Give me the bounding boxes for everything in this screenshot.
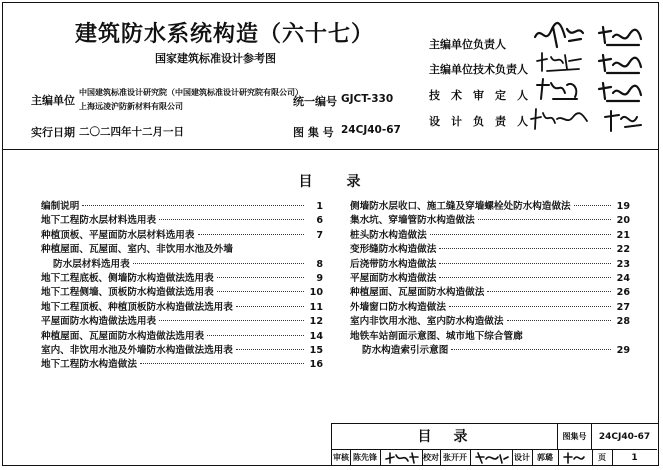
- title-block-atlas-value: 24CJ40-67: [592, 424, 657, 450]
- date-label: 实行日期: [31, 126, 75, 139]
- designer-signature: [562, 451, 588, 465]
- date-value: 二〇二四年十二月一日: [79, 126, 184, 138]
- toc-entry[interactable]: 种植屋面、瓦屋面、室内、非饮用水池及外墙: [41, 244, 233, 256]
- toc-entry[interactable]: 后浇带防水构造做法 23: [350, 258, 630, 270]
- editor-unit-label: 主编单位: [31, 94, 75, 107]
- toc-entry[interactable]: 地下工程侧墙、顶板防水构造做法选用表 10: [41, 287, 323, 299]
- signature-2b: [595, 51, 645, 77]
- toc-right-column: [350, 198, 630, 356]
- toc-entry[interactable]: 侧墙防水层收口、施工缝及穿墙螺栓处防水构造做法 19: [350, 201, 630, 212]
- title-block-atlas-label: 图集号: [558, 424, 592, 450]
- atlas-no-value: 24CJ40-67: [341, 124, 401, 136]
- role-design-lead: 设 计 负 责 人: [429, 115, 528, 128]
- toc-entry[interactable]: 平屋面防水构造做法 24: [350, 272, 630, 284]
- page-number: 1: [631, 453, 638, 463]
- role-tech-chief: 主编单位技术负责人: [429, 63, 528, 76]
- checker-name: 张开开: [443, 453, 467, 462]
- toc-entry[interactable]: 外墙窗口防水构造做法 27: [350, 301, 630, 313]
- toc-entry[interactable]: 室内、非饮用水池及外墙防水构造做法选用表 15: [41, 344, 323, 356]
- reviewer-signature: [384, 451, 420, 465]
- toc-entry[interactable]: 地下工程防水层材料选用表 6: [41, 215, 323, 227]
- editor-unit-line1: 中国建筑标准设计研究院（中国建筑标准设计研究院有限公司）: [79, 88, 303, 97]
- toc-title: 目 录: [298, 174, 363, 190]
- toc-entry[interactable]: 防水层材料选用表 8: [53, 258, 323, 270]
- toc-left-column: [41, 198, 323, 371]
- toc-entry[interactable]: 平屋面防水构造做法选用表 12: [41, 316, 323, 328]
- code-value: GJCT-330: [341, 93, 394, 105]
- editor-unit-line2: 上海远凌沪防新材料有限公司: [79, 102, 183, 111]
- atlas-no-label: 图 集 号: [293, 126, 334, 139]
- signature-3a: [533, 77, 583, 103]
- title-block: [331, 423, 658, 465]
- check-label: 校对: [423, 453, 439, 462]
- cover-header: [3, 3, 658, 150]
- signature-1a: [531, 19, 587, 49]
- toc-entry[interactable]: 地下工程底板、侧墙防水构造做法选用表 9: [41, 272, 323, 284]
- atlas-main-title: 建筑防水系统构造（六十七）: [75, 22, 375, 47]
- toc-entry[interactable]: 地下工程顶板、种植顶板防水构造做法选用表 11: [41, 301, 323, 313]
- code-label: 统一编号: [293, 95, 337, 108]
- role-tech-approver: 技 术 审 定 人: [429, 89, 528, 102]
- toc-entry[interactable]: 集水坑、穿墙管防水构造做法 20: [350, 215, 630, 227]
- signature-4b: [601, 107, 645, 135]
- signature-3b: [595, 79, 645, 105]
- toc-entry[interactable]: 桩头防水构造做法 21: [350, 229, 630, 241]
- designer-name: 郭璐: [537, 453, 553, 462]
- atlas-sub-title: 国家建筑标准设计参考图: [155, 52, 276, 65]
- review-label: 审核: [333, 453, 349, 462]
- page-label: 页: [598, 453, 606, 462]
- toc-entry[interactable]: 种植屋面、瓦屋面防水构造做法 26: [350, 287, 630, 299]
- checker-signature: [474, 451, 510, 465]
- toc-entry[interactable]: 编制说明 1: [41, 201, 323, 212]
- toc-entry[interactable]: 防水构造索引示意图 29: [362, 344, 630, 356]
- toc-entry[interactable]: 地下工程防水构造做法 16: [41, 359, 323, 371]
- toc-entry[interactable]: 变形缝防水构造做法 22: [350, 244, 630, 256]
- toc-entry[interactable]: 种植顶板、平屋面防水层材料选用表 7: [41, 229, 323, 241]
- reviewer-name: 陈先锋: [353, 453, 377, 462]
- design-label: 设计: [514, 453, 530, 462]
- toc-entry[interactable]: 种植屋面、瓦屋面防水构造做法选用表 14: [41, 330, 323, 342]
- title-block-title: 目 录: [332, 424, 558, 450]
- toc-entry[interactable]: 地铁车站剖面示意图、城市地下综合管廊: [350, 330, 523, 342]
- toc-entry[interactable]: 室内非饮用水池、室内防水构造做法 28: [350, 316, 630, 328]
- role-chief-editor-unit: 主编单位负责人: [429, 38, 506, 51]
- signature-4a: [527, 105, 591, 133]
- signature-1b: [595, 23, 645, 49]
- drawing-sheet: [2, 2, 659, 466]
- signature-2a: [533, 49, 585, 75]
